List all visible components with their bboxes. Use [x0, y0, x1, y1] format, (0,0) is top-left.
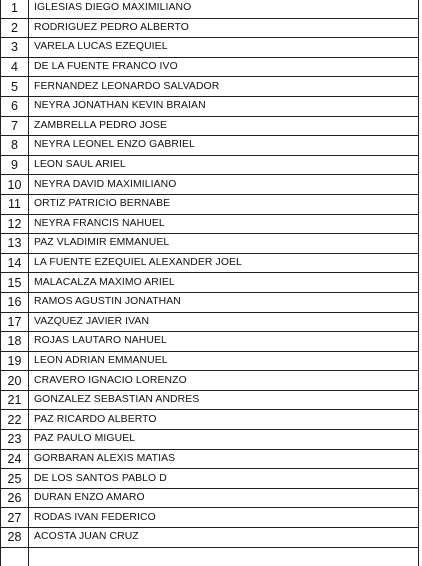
row-number: 24	[1, 449, 29, 469]
player-name: DURAN ENZO AMARO	[29, 488, 419, 508]
player-name: ACOSTA JUAN CRUZ	[29, 528, 419, 548]
table-row	[1, 273, 419, 293]
table-row	[1, 371, 419, 391]
table-row	[1, 528, 419, 548]
table-row	[1, 508, 419, 528]
player-name: FERNANDEZ LEONARDO SALVADOR	[29, 77, 419, 97]
row-number: 12	[1, 214, 29, 234]
player-name: NEYRA LEONEL ENZO GABRIEL	[29, 136, 419, 156]
table-row	[1, 253, 419, 273]
row-number: 21	[1, 390, 29, 410]
row-number: 19	[1, 351, 29, 371]
row-number: 13	[1, 234, 29, 254]
table-row	[1, 292, 419, 312]
table-row	[1, 136, 419, 156]
table-row	[1, 77, 419, 97]
player-name: CRAVERO IGNACIO LORENZO	[29, 371, 419, 391]
row-number: 5	[1, 77, 29, 97]
row-number: 16	[1, 292, 29, 312]
table-row	[1, 547, 419, 566]
row-number: 3	[1, 38, 29, 58]
table-row	[1, 18, 419, 38]
table-row	[1, 351, 419, 371]
player-name: ROJAS LAUTARO NAHUEL	[29, 332, 419, 352]
row-number: 27	[1, 508, 29, 528]
table-row	[1, 38, 419, 58]
table-row	[1, 194, 419, 214]
table-row	[1, 488, 419, 508]
row-number: 1	[1, 0, 29, 18]
row-number: 10	[1, 175, 29, 195]
player-name: IGLESIAS DIEGO MAXIMILIANO	[29, 0, 419, 18]
row-number: 28	[1, 528, 29, 548]
table-row	[1, 469, 419, 489]
player-name: LA FUENTE EZEQUIEL ALEXANDER JOEL	[29, 253, 419, 273]
player-name: GONZALEZ SEBASTIAN ANDRES	[29, 390, 419, 410]
row-number: 15	[1, 273, 29, 293]
row-number: 6	[1, 96, 29, 116]
table-row	[1, 390, 419, 410]
row-number	[1, 547, 29, 566]
row-number: 25	[1, 469, 29, 489]
table-row	[1, 430, 419, 450]
player-name: LEON SAUL ARIEL	[29, 155, 419, 175]
row-number: 11	[1, 194, 29, 214]
player-name: MALACALZA MAXIMO ARIEL	[29, 273, 419, 293]
player-name: PAZ PAULO MIGUEL	[29, 430, 419, 450]
player-name: RODAS IVAN FEDERICO	[29, 508, 419, 528]
roster-body	[1, 0, 419, 566]
player-name: VARELA LUCAS EZEQUIEL	[29, 38, 419, 58]
row-number: 7	[1, 116, 29, 136]
table-row	[1, 0, 419, 18]
player-name: DE LA FUENTE FRANCO IVO	[29, 57, 419, 77]
table-row	[1, 332, 419, 352]
table-row	[1, 175, 419, 195]
table-row	[1, 234, 419, 254]
row-number: 22	[1, 410, 29, 430]
row-number: 9	[1, 155, 29, 175]
player-name: NEYRA DAVID MAXIMILIANO	[29, 175, 419, 195]
player-name: RAMOS AGUSTIN JONATHAN	[29, 292, 419, 312]
row-number: 14	[1, 253, 29, 273]
player-name: LEON ADRIAN EMMANUEL	[29, 351, 419, 371]
row-number: 23	[1, 430, 29, 450]
player-name: NEYRA FRANCIS NAHUEL	[29, 214, 419, 234]
player-name: PAZ RICARDO ALBERTO	[29, 410, 419, 430]
row-number: 26	[1, 488, 29, 508]
player-name: ORTIZ PATRICIO BERNABE	[29, 194, 419, 214]
row-number: 4	[1, 57, 29, 77]
table-row	[1, 116, 419, 136]
table-row	[1, 96, 419, 116]
row-number: 20	[1, 371, 29, 391]
player-name: DE LOS SANTOS PABLO D	[29, 469, 419, 489]
player-name: VAZQUEZ JAVIER IVAN	[29, 312, 419, 332]
player-name: NEYRA JONATHAN KEVIN BRAIAN	[29, 96, 419, 116]
table-row	[1, 214, 419, 234]
row-number: 17	[1, 312, 29, 332]
player-name: ZAMBRELLA PEDRO JOSE	[29, 116, 419, 136]
player-name	[29, 547, 419, 566]
player-name: PAZ VLADIMIR EMMANUEL	[29, 234, 419, 254]
table-row	[1, 57, 419, 77]
row-number: 18	[1, 332, 29, 352]
table-row	[1, 410, 419, 430]
table-row	[1, 449, 419, 469]
player-name: RODRIGUEZ PEDRO ALBERTO	[29, 18, 419, 38]
table-row	[1, 312, 419, 332]
row-number: 2	[1, 18, 29, 38]
table-row	[1, 155, 419, 175]
row-number: 8	[1, 136, 29, 156]
player-name: GORBARAN ALEXIS MATIAS	[29, 449, 419, 469]
